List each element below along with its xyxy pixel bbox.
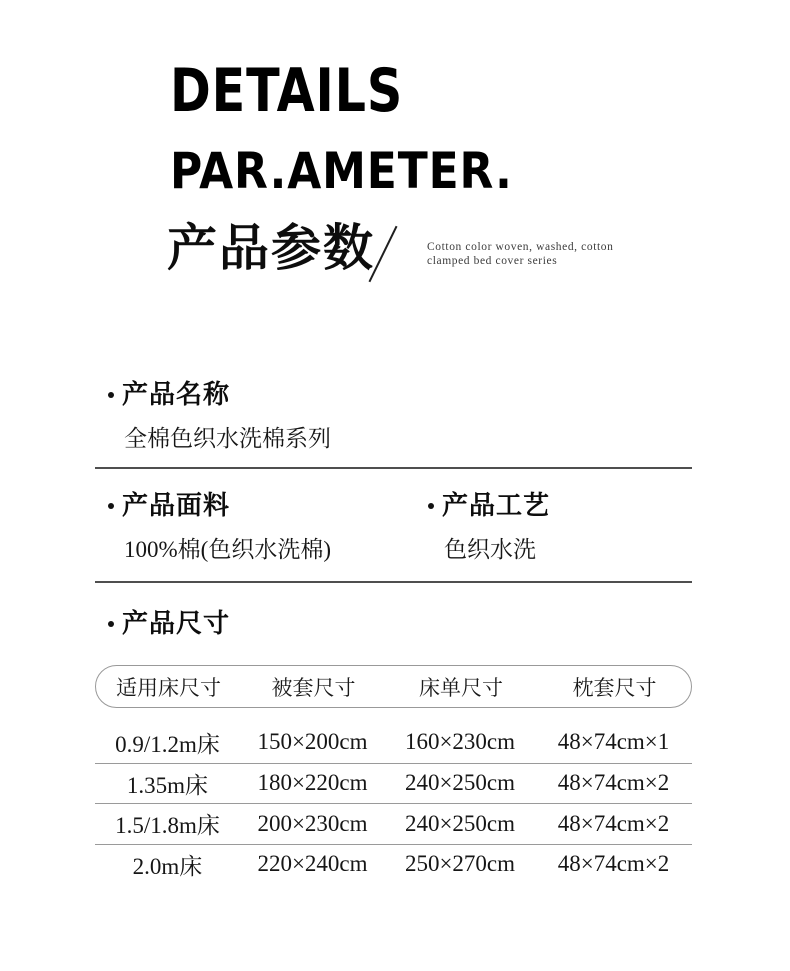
table-row (95, 803, 692, 844)
fabric-column (95, 492, 415, 563)
col-header-sheet-size: 床单尺寸 (419, 675, 503, 700)
subtitle-line2: clamped bed cover series (427, 255, 558, 267)
deco-title-line2: PAR.AMETER. (170, 142, 513, 200)
page-title: 产品参数 (167, 220, 375, 276)
bullet-icon (428, 503, 434, 509)
section-product-size (95, 610, 692, 638)
cell-duvet: 150×200cm (257, 729, 368, 755)
size-table-body (95, 722, 692, 884)
product-name-value: 全棉色织水洗棉系列 (124, 426, 331, 451)
subtitle-line1: Cotton color woven, washed, cotton (427, 241, 614, 253)
product-name-label: 产品名称 (122, 380, 231, 410)
size-label: 产品尺寸 (122, 609, 231, 639)
col-header-bed-size: 适用床尺寸 (116, 675, 221, 700)
cell-pillow: 48×74cm×2 (557, 770, 670, 796)
size-table-header (95, 665, 692, 708)
section-fabric-craft (95, 492, 692, 563)
cell-bed: 1.35m床 (126, 772, 209, 798)
cell-bed: 0.9/1.2m床 (115, 731, 220, 757)
fabric-heading (95, 492, 415, 520)
bullet-icon (108, 392, 114, 398)
divider-line-1 (95, 467, 692, 469)
fabric-label: 产品面料 (122, 491, 231, 521)
table-row (95, 844, 692, 885)
craft-heading (415, 492, 692, 520)
table-row (95, 722, 692, 763)
cell-pillow: 48×74cm×2 (557, 810, 670, 836)
bullet-icon (108, 621, 114, 627)
section-product-name (95, 381, 692, 452)
cell-sheet: 250×270cm (404, 851, 516, 877)
craft-column (415, 492, 692, 563)
size-heading (95, 610, 692, 638)
deco-title-line1: DETAILS (170, 56, 404, 126)
craft-label: 产品工艺 (442, 491, 551, 521)
divider-line-2 (95, 581, 692, 583)
bullet-icon (108, 503, 114, 509)
table-row (95, 763, 692, 804)
cell-bed: 2.0m床 (132, 853, 203, 879)
col-header-pillow-size: 枕套尺寸 (572, 675, 657, 700)
fabric-value: 100%棉(色织水洗棉) (124, 537, 331, 562)
cell-sheet: 240×250cm (404, 770, 516, 796)
cell-duvet: 220×240cm (257, 851, 368, 877)
cell-duvet: 180×220cm (257, 770, 368, 796)
product-name-heading (95, 381, 692, 409)
cell-sheet: 160×230cm (404, 729, 516, 755)
cell-bed: 1.5/1.8m床 (115, 813, 220, 839)
cell-pillow: 48×74cm×1 (557, 729, 670, 755)
craft-value: 色织水洗 (444, 537, 536, 562)
subtitle-english (427, 240, 613, 268)
cell-duvet: 200×230cm (257, 810, 368, 836)
cell-pillow: 48×74cm×2 (557, 851, 670, 877)
col-header-duvet-size: 被套尺寸 (271, 675, 356, 700)
cell-sheet: 240×250cm (404, 810, 516, 836)
